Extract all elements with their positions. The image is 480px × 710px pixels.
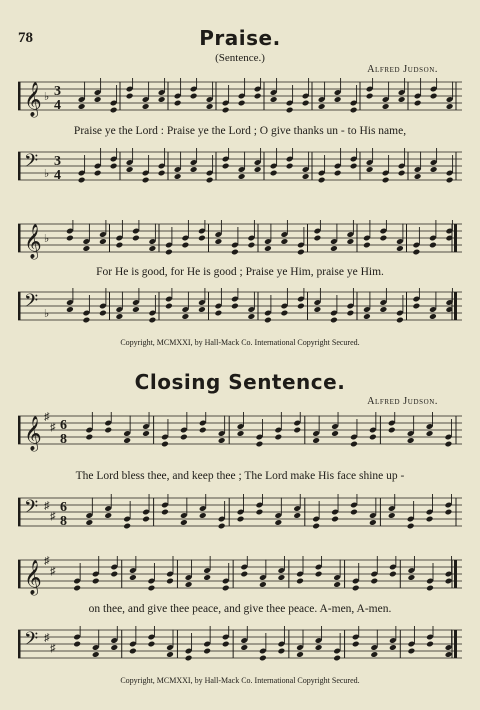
svg-text:♯: ♯ [50,510,56,523]
svg-text:6: 6 [60,500,67,515]
svg-text:𝄞: 𝄞 [24,560,42,595]
svg-text:𝄢: 𝄢 [24,629,39,654]
svg-text:♯: ♯ [50,565,56,578]
svg-text:3: 3 [54,154,61,169]
svg-text:𝄞: 𝄞 [24,224,42,259]
music-system-3-bass [18,494,462,534]
svg-text:♯: ♯ [44,500,50,512]
music-system-2-bass [18,288,462,328]
lyrics-line: The Lord bless thee, and keep thee ; The Lord make His face shine up - [75,470,405,482]
svg-text:♯: ♯ [50,421,56,434]
lyrics-line: Praise ye the Lord : Praise ye the Lord ; O give thanks un - to His name, [73,125,407,137]
svg-text:♯: ♯ [44,632,50,644]
svg-text:𝄞: 𝄞 [24,416,42,451]
lyrics-line: on thee, and give thee peace, and give thee peace. A-men, A-men. [88,603,392,615]
svg-text:3: 3 [54,84,61,99]
copyright-notice: Copyright, MCMXXI, by Hall-Mack Co. International Copyright Secured. [120,338,360,347]
svg-text:♯: ♯ [44,412,50,423]
svg-text:♭: ♭ [44,233,50,245]
svg-text:♭: ♭ [44,91,50,103]
hymn-title-closing-sentence: Closing Sentence. [134,370,346,394]
svg-text:6: 6 [60,418,67,433]
music-system-4-treble [18,556,462,596]
hymn-title-praise: Praise. [199,26,281,50]
music-system-4-bass [18,626,462,666]
svg-text:♯: ♯ [44,556,50,567]
copyright-notice: Copyright, MCMXXI, by Hall-Mack Co. International Copyright Secured. [120,676,360,685]
composer-credit: Alfred Judson. [367,64,438,75]
svg-text:4: 4 [54,168,61,183]
svg-text:8: 8 [60,514,67,529]
lyrics-line: For He is good, for He is good ; Praise ye Him, praise ye Him. [96,266,384,278]
svg-text:𝄢: 𝄢 [24,291,39,316]
composer-credit: Alfred Judson. [367,396,438,407]
music-system-1-treble [18,78,462,118]
svg-text:♯: ♯ [50,642,56,655]
svg-text:𝄢: 𝄢 [24,497,39,522]
hymn-subtitle: (Sentence.) [215,52,265,64]
svg-text:♭: ♭ [44,308,50,320]
svg-text:♭: ♭ [44,168,50,180]
page-number: 78 [18,30,33,46]
music-system-1-bass [18,148,462,188]
svg-text:𝄢: 𝄢 [24,151,39,176]
svg-text:8: 8 [60,432,67,447]
music-system-2-treble [18,220,462,260]
svg-text:4: 4 [54,98,61,113]
svg-text:𝄞: 𝄞 [24,82,42,117]
music-system-3-treble [18,412,462,452]
